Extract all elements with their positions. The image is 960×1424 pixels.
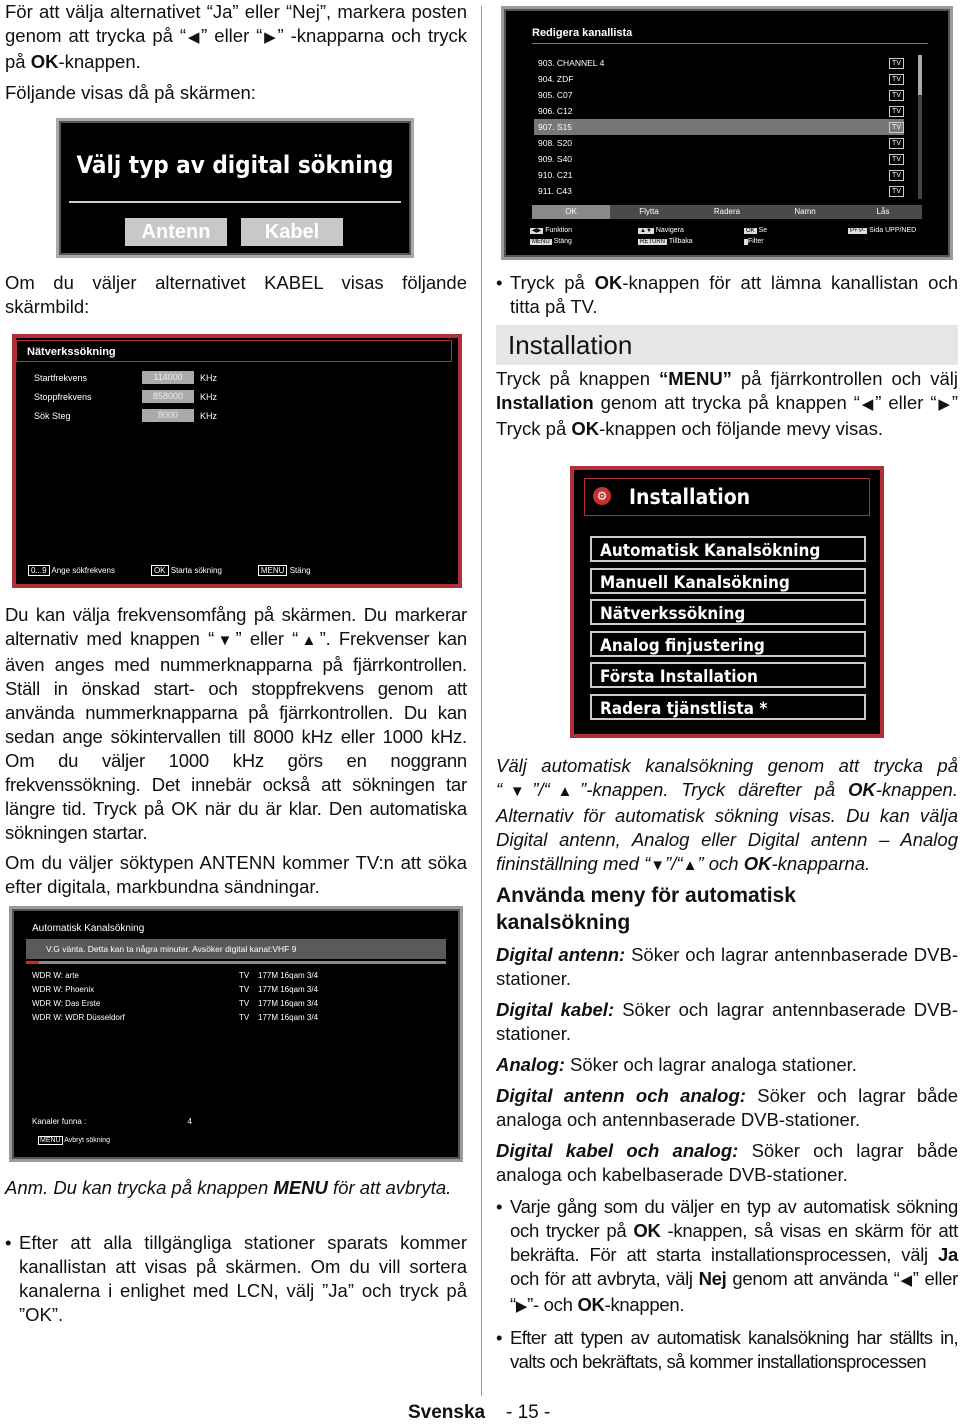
help-text: Tillbaka	[668, 238, 693, 245]
cable-paragraph: Om du väljer alternativet KABEL visas följande skärmbild:	[5, 272, 467, 317]
confirm-bullet: • Varje gång som du väljer en typ av automatisk sökning och trycker på OK -knappen, så visas en skärm för att bekräfta. För att starta installationsprocessen, välj Ja och för att avbryta, välj Nej genom att använda “◀” eller “▶”- och OK-knappen.	[510, 1195, 958, 1319]
frequency-row[interactable]	[30, 408, 330, 424]
auto-search-heading: Använda meny för automatisk kanalsökning	[496, 884, 796, 934]
channel-info: 177M 16qam 3/4	[258, 1013, 319, 1022]
screen-title: Nätverkssökning	[16, 340, 452, 362]
definition-description: Söker och lagrar både analoga och antennbaserade DVB-stationer.	[496, 1085, 958, 1130]
help-item	[744, 236, 764, 248]
channel-list-item[interactable]	[534, 103, 904, 119]
scan-status: V.G vänta. Detta kan ta några minuter. Avsöker digital kanal:VHF 9	[26, 939, 446, 959]
channel-name: 906. C12	[538, 106, 573, 116]
tv-badge: TV	[889, 186, 904, 197]
help-item: OK Starta sökning	[151, 566, 222, 575]
help-text: Filter	[748, 238, 764, 245]
channel-list-bullet: • Efter att alla tillgängliga stationer sparats kommer kanallistan att visas på skärmen. Om du vill sortera kanalerna i enlighet med LCN, välj ”Ja” och tryck på ”OK”.	[5, 1231, 467, 1327]
found-channel-row	[32, 1011, 432, 1025]
channel-name: WDR W: arte	[32, 971, 79, 980]
frequency-unit: KHz	[200, 373, 218, 383]
definition-term: Digital kabel och analog:	[496, 1140, 739, 1161]
channel-name: 909. S40	[538, 154, 573, 164]
screen-title: Redigera kanallista	[532, 27, 633, 39]
help-text: Se	[758, 227, 768, 234]
tv-badge: TV	[889, 170, 904, 181]
help-text: Sida UPP/NED	[869, 227, 917, 234]
antenn-button[interactable]: Antenn	[125, 218, 227, 246]
channel-type: TV	[239, 999, 250, 1008]
confirm-bullets	[496, 1195, 958, 1374]
channel-name: WDR W: Phoenix	[32, 985, 95, 994]
search-type-definitions	[496, 943, 958, 1187]
screen-digital-search-type	[56, 118, 414, 258]
definition-item	[496, 998, 958, 1046]
channel-action-1[interactable]: Flytta	[639, 207, 659, 216]
cancel-hint: MENU Avbryt sökning	[40, 1137, 110, 1144]
channel-list-item[interactable]	[534, 119, 904, 135]
tv-badge: TV	[889, 122, 904, 133]
definition-term: Digital antenn:	[496, 944, 626, 965]
definition-item	[496, 1084, 958, 1132]
help-key: OK	[746, 228, 755, 234]
help-key: ▲▼	[640, 228, 652, 234]
definition-item	[496, 1139, 958, 1187]
installation-menu-item[interactable]: Första Installation	[590, 662, 866, 688]
channel-list-item[interactable]	[534, 151, 904, 167]
channel-name: WDR W: Das Erste	[32, 999, 101, 1008]
channel-info: 177M 16qam 3/4	[258, 999, 319, 1008]
scrollbar[interactable]	[918, 55, 922, 199]
definition-item	[496, 1053, 958, 1077]
channel-type: TV	[239, 971, 250, 980]
screen-title: Automatisk Kanalsökning	[32, 923, 145, 934]
help-item	[530, 236, 572, 248]
tv-badge: TV	[889, 58, 904, 69]
screen-help-bar	[28, 566, 448, 575]
channel-info: 177M 16qam 3/4	[258, 971, 319, 980]
channel-list-item[interactable]	[534, 167, 904, 183]
help-item	[848, 225, 916, 237]
scrollbar-thumb[interactable]	[918, 55, 922, 95]
process-bullet: • Efter att typen av automatisk kanalsökning har ställts in, valts och bekräftats, så kommer installationsprocessen	[510, 1326, 958, 1374]
definition-description: Söker och lagrar antennbaserade DVB-stationer.	[496, 944, 958, 989]
kabel-button[interactable]: Kabel	[241, 218, 343, 246]
definition-term: Analog:	[496, 1054, 565, 1075]
help-text: Navigera	[655, 227, 684, 234]
screen-edit-channel-list	[501, 6, 953, 260]
section-heading-installation: Installation	[496, 325, 958, 365]
channel-list-item[interactable]	[534, 87, 904, 103]
help-key: MENU	[532, 239, 550, 245]
frequency-paragraph: Du kan välja frekvensomfång på skärmen. Du markerar alternativ med knappen “▼” eller “▲”. Frekvenser kan även anges med nummerknapparna på fjärrkontrollen. Ställ in önskad start- och stoppfrekvens genom att använda nummerknapparna på fjärrkontrollen. Du kan sedan ange sökintervallen till 8000 kHz eller 1000 kHz. Om du väljer 1000 kHz görs en noggrann frekvenssökning. Det innebär också att sökningen tar längre tid. Tryck på OK när du är klar. Den automatiska sökningen startar.	[5, 604, 467, 843]
frequency-value-field[interactable]: 114000	[142, 371, 194, 384]
auto-search-paragraph: Välj automatisk kanalsökning genom att trycka på “▼”/“▲”-knappen. Tryck därefter på OK-knappen. Alternativ för automatisk sökning visas. Du kan välja Digital antenn, Analog eller Digital antenn – Analog fininställning med “▼”/“▲” och OK-knapparna.	[496, 755, 958, 874]
frequency-unit: KHz	[200, 411, 218, 421]
progress-track	[26, 961, 446, 964]
progress-fill	[26, 961, 39, 964]
channel-name: 910. C21	[538, 170, 573, 180]
channels-found: Kanaler funna : 4	[32, 1117, 192, 1126]
installation-menu-item[interactable]: Nätverkssökning	[590, 599, 866, 625]
screen-auto-scan	[9, 906, 463, 1162]
installation-menu-item[interactable]: Analog finjustering	[590, 631, 866, 657]
page-number: - 15 -	[506, 1402, 551, 1423]
frequency-label: Startfrekvens	[34, 373, 88, 383]
follow-text: Följande visas då på skärmen:	[5, 82, 256, 103]
channel-action-4[interactable]: Lås	[876, 207, 890, 216]
frequency-label: Stoppfrekvens	[34, 392, 92, 402]
installation-menu-item[interactable]: Manuell Kanalsökning	[590, 568, 866, 594]
installation-menu-item[interactable]: Automatisk Kanalsökning	[590, 536, 866, 562]
note-paragraph: Anm. Du kan trycka på knappen MENU för att avbryta.	[5, 1177, 452, 1198]
installation-menu-item[interactable]: Radera tjänstlista *	[590, 694, 866, 720]
definition-description: Söker och lagrar både analoga och kabelbaserade DVB-stationer.	[496, 1140, 958, 1185]
help-key: ◀▶	[532, 228, 542, 234]
channel-name: WDR W: WDR Düsseldorf	[32, 1013, 125, 1022]
gear-icon: ⚙	[593, 487, 611, 505]
definition-item	[496, 943, 958, 991]
channel-name: 908. S20	[538, 138, 573, 148]
help-item: MENU Stäng	[258, 566, 311, 575]
help-item	[638, 236, 693, 248]
tv-badge: TV	[889, 90, 904, 101]
frequency-value-field[interactable]: 858000	[142, 390, 194, 403]
help-key: RETURN	[640, 239, 665, 245]
column-divider	[481, 6, 482, 1396]
installation-paragraph: Tryck på knappen “MENU” på fjärrkontrollen och välj Installation genom att trycka på knappen “◀” eller “▶” Tryck på OK-knappen och följande mevy visas.	[496, 368, 958, 439]
frequency-unit: KHz	[200, 392, 218, 402]
frequency-row[interactable]	[30, 389, 330, 405]
definition-description: Söker och lagrar analoga stationer.	[564, 1054, 857, 1075]
frequency-value-field[interactable]: 8000	[142, 409, 194, 422]
channel-type: TV	[239, 1013, 250, 1022]
screen-title: Installation	[629, 485, 751, 509]
found-channel-row	[32, 983, 432, 997]
tv-badge: TV	[889, 138, 904, 149]
channel-list-item[interactable]	[534, 135, 904, 151]
tv-badge: TV	[889, 106, 904, 117]
screen-installation-menu	[570, 466, 884, 738]
channel-action-2[interactable]: Radera	[713, 207, 741, 216]
channel-name: 904. ZDF	[538, 74, 574, 84]
help-item: 0...9 Ange sökfrekvens	[28, 566, 115, 575]
tv-badge: TV	[889, 154, 904, 165]
title-rule	[532, 43, 928, 44]
channel-name: 905. C07	[538, 90, 573, 100]
ok-bullet: • Tryck på OK-knappen för att lämna kanallistan och titta på TV.	[496, 271, 958, 319]
channel-type: TV	[239, 985, 250, 994]
screen-network-search	[12, 334, 462, 588]
help-text: Funktion	[545, 227, 573, 234]
channel-action-bar	[532, 205, 922, 219]
intro-paragraph: För att välja alternativet “Ja” eller “Nej”, markera posten genom att trycka på “◀” eller “▶” -knapparna och tryck på OK-knappen. Följande visas då på skärmen:	[5, 1, 467, 103]
channel-name: 907. S15	[538, 122, 573, 132]
found-channel-row	[32, 997, 432, 1011]
footer-language: Svenska	[408, 1402, 486, 1423]
screen-header	[584, 478, 870, 516]
channel-info: 177M 16qam 3/4	[258, 985, 319, 994]
channel-list-item[interactable]	[534, 71, 904, 87]
antenna-paragraph: Om du väljer söktypen ANTENN kommer TV:n att söka efter digitala, markbundna sändningar.	[5, 852, 467, 897]
definition-term: Digital kabel:	[496, 999, 615, 1020]
screen-divider	[69, 201, 401, 203]
help-text: Stäng	[553, 238, 572, 245]
definition-term: Digital antenn och analog:	[496, 1085, 746, 1106]
definition-description: Söker och lagrar antennbaserade DVB-stationer.	[496, 999, 958, 1044]
frequency-label: Sök Steg	[34, 411, 71, 421]
channel-list-item[interactable]	[534, 183, 904, 199]
channel-action-3[interactable]: Namn	[794, 207, 816, 216]
found-channel-row	[32, 969, 432, 983]
channel-name: 911. C43	[538, 186, 572, 196]
channel-list-item[interactable]	[534, 55, 904, 71]
channel-action-0[interactable]: OK	[532, 205, 610, 219]
screen-title: Välj typ av digital sökning	[76, 151, 394, 179]
tv-badge: TV	[889, 74, 904, 85]
channel-name: 903. CHANNEL 4	[538, 58, 605, 68]
frequency-row[interactable]	[30, 370, 330, 386]
help-key: P+ P-	[850, 228, 866, 234]
